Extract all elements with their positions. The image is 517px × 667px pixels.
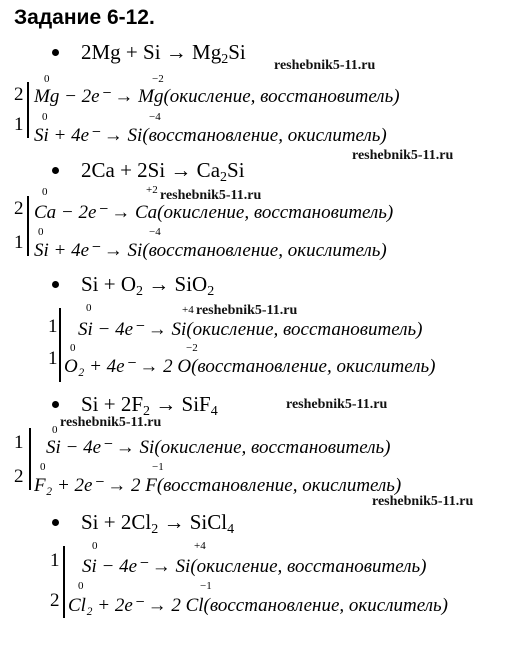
reaction-4-ox-coefficient: 1 [14,432,24,453]
reaction-5-red-coefficient: 2 [50,590,60,611]
balance-bracket [27,82,29,138]
reaction-1-red-ox-state-right: −4 [149,111,161,123]
reaction-2-red-ox-state-right: −4 [149,226,161,238]
watermark: reshebnik5-11.ru [160,188,262,203]
reaction-3-reduction-half: O₂ + 4e⁻ → 2 O(восстановление, окислитель) [64,356,436,377]
reaction-2-ox-state-right: +2 [146,184,158,196]
reaction-4-equation: $Si + 2F_2 \to SiF_4$ [52,392,218,417]
reaction-4-oxidation-half: Si − 4e⁻ → Si(окисление, восстановитель) [46,437,391,458]
reaction-4-red-ox-state-left: 0 [40,461,46,473]
bullet-icon [52,167,59,174]
reaction-1-ox-state-right: −2 [152,73,164,85]
reaction-3-red-ox-state-right: −2 [186,342,198,354]
reaction-5-red-ox-state-left: 0 [78,580,84,592]
reaction-3-ox-state-left: 0 [86,302,92,314]
reaction-1-ox-coefficient: 2 [14,84,24,105]
reaction-1-reduction-half: Si + 4e⁻ → Si(восстановление, окислитель) [34,125,387,146]
reaction-1-oxidation-half: Mg − 2e⁻ → Mg(окисление, восстановитель) [34,86,400,107]
reaction-2-ox-state-left: 0 [42,186,48,198]
reaction-5-ox-state-left: 0 [92,540,98,552]
reaction-2-oxidation-half: Ca − 2e⁻ → Ca(окисление, восстановитель) [34,202,394,223]
reaction-1-red-coefficient: 1 [14,114,24,135]
reaction-4-red-ox-state-right: −1 [152,461,164,473]
reaction-2-red-ox-state-left: 0 [38,226,44,238]
reaction-5-oxidation-half: Si − 4e⁻ → Si(окисление, восстановитель) [82,556,427,577]
reaction-4-red-coefficient: 2 [14,466,24,487]
balance-bracket [59,308,61,382]
watermark: reshebnik5-11.ru [274,58,376,73]
reaction-5-equation: $Si + 2Cl_2$ → SiCl$_4$ [52,510,234,535]
watermark: reshebnik5-11.ru [372,494,474,509]
reaction-3-oxidation-half: Si − 4e⁻ → Si(окисление, восстановитель) [78,319,423,340]
reaction-4-reduction-half: F₂ + 2e⁻ → 2 F(восстановление, окислитель) [34,475,402,496]
task-title: Задание 6-12. [14,6,155,29]
balance-bracket [29,428,31,490]
bullet-icon [52,49,59,56]
reaction-1-ox-state-left: 0 [44,73,50,85]
reaction-5-ox-state-right: +4 [194,540,206,552]
reaction-2-red-coefficient: 1 [14,232,24,253]
reaction-3-ox-state-right: +4 [182,304,194,316]
reaction-3-red-coefficient: 1 [48,348,58,369]
bullet-icon [52,401,59,408]
watermark: reshebnik5-11.ru [286,397,388,412]
reaction-2-ox-coefficient: 2 [14,198,24,219]
watermark: reshebnik5-11.ru [352,148,454,163]
watermark: reshebnik5-11.ru [196,303,298,318]
balance-bracket [27,196,29,256]
balance-bracket [63,546,65,618]
watermark: reshebnik5-11.ru [60,415,162,430]
reaction-1-red-ox-state-left: 0 [42,111,48,123]
reaction-2-reduction-half: Si + 4e⁻ → Si(восстановление, окислитель) [34,240,387,261]
reaction-1-equation: $2Mg + Si \to Mg_2Si$ [52,40,246,65]
reaction-5-red-ox-state-right: −1 [200,580,212,592]
bullet-icon [52,281,59,288]
bullet-icon [52,519,59,526]
reaction-3-equation: $Si + O_2 \to SiO_2$ [52,272,214,297]
reaction-3-red-ox-state-left: 0 [70,342,76,354]
reaction-4-ox-state-left: 0 [52,424,58,436]
reaction-5-reduction-half: Cl₂ + 2e⁻ → 2 Cl(восстановление, окислитель) [68,595,448,616]
reaction-3-ox-coefficient: 1 [48,316,58,337]
reaction-5-ox-coefficient: 1 [50,550,60,571]
reaction-2-equation: $2Ca + 2Si \to Ca_2Si$ [52,158,245,183]
